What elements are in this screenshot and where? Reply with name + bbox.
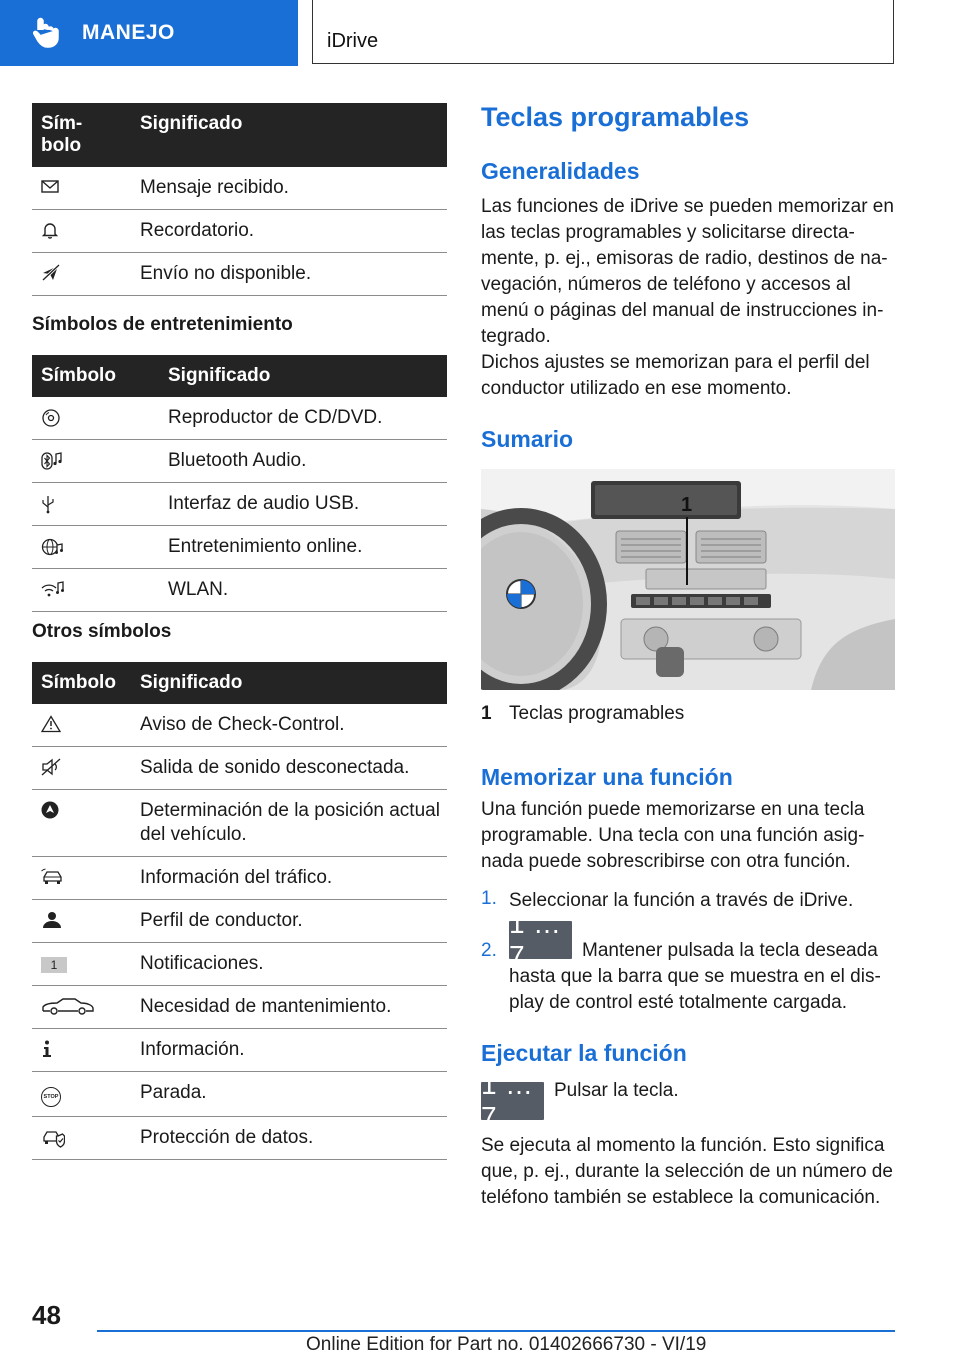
row-meaning: Entretenimiento online. xyxy=(159,526,447,569)
row-meaning: Notificaciones. xyxy=(131,943,447,986)
other-symbol-table xyxy=(32,662,447,1160)
row-meaning: Información. xyxy=(131,1029,447,1072)
table-row xyxy=(32,1029,447,1072)
table-row xyxy=(32,1072,447,1117)
send-disabled-icon xyxy=(41,264,61,282)
ejecutar-key-text: Pulsar la tecla. xyxy=(554,1080,679,1101)
row-meaning: Aviso de Check-Control. xyxy=(131,704,447,747)
table-row xyxy=(32,210,447,253)
row-meaning: Mensaje recibido. xyxy=(131,167,447,210)
row-meaning: Envío no disponible. xyxy=(131,253,447,296)
row-meaning: Bluetooth Audio. xyxy=(159,440,447,483)
table-row xyxy=(32,569,447,612)
col-symbol-header xyxy=(32,103,131,167)
col-meaning-header: Significado xyxy=(131,662,447,704)
col-symbol-text: Sím- bolo xyxy=(41,113,83,156)
entertainment-symbol-table xyxy=(32,355,447,612)
table-row xyxy=(32,790,447,857)
envelope-icon xyxy=(41,178,59,194)
step-text: Mantener pulsada la tecla deseada hasta que la barra que se muestra en el dis-play de control esté totalmente cargada. xyxy=(509,940,881,1013)
online-entertainment-icon xyxy=(41,537,63,557)
section-tab[interactable] xyxy=(0,0,298,66)
table-row xyxy=(32,857,447,900)
table-row xyxy=(32,943,447,986)
col-meaning-header: Significado xyxy=(159,355,447,397)
col-symbol-header: Símbolo xyxy=(32,662,131,704)
chapter-title: iDrive xyxy=(327,30,379,52)
step-text: Seleccionar la función a través de iDrive. xyxy=(509,890,854,911)
generalidades-heading: Generalidades xyxy=(481,158,640,184)
usb-icon xyxy=(41,494,55,514)
page-number: 48 xyxy=(32,1300,61,1330)
generalidades-paragraph-2: Dichos ajustes se memorizan para el perfil del conductor utilizado en ese momento. xyxy=(481,352,870,399)
step-number: 2. xyxy=(481,940,497,961)
table-row xyxy=(32,253,447,296)
ejecutar-paragraph: Se ejecuta al momento la función. Esto significa que, p. ej., durante la selección de un número de teléfono también se establece la comunicación. xyxy=(481,1135,893,1208)
table-row xyxy=(32,1117,447,1160)
generalidades-paragraph: Las funciones de iDrive se pueden memorizar en las teclas programables y solicitarse directa-mente, p. ej., emisoras de radio, destinos de na-vegación, números de teléfono y accesos al menú o páginas del manual de instrucciones in-tegrado. xyxy=(481,196,894,347)
position-arrow-icon xyxy=(41,801,59,819)
car-service-icon xyxy=(41,997,95,1015)
table-row xyxy=(32,986,447,1029)
messages-symbol-table xyxy=(32,103,447,296)
row-meaning: Protección de datos. xyxy=(131,1117,447,1160)
stop-icon xyxy=(41,1087,61,1107)
table-row xyxy=(32,704,447,747)
row-meaning: WLAN. xyxy=(159,569,447,612)
row-meaning: Necesidad de mantenimiento. xyxy=(131,986,447,1029)
table-row xyxy=(32,167,447,210)
cd-dvd-icon xyxy=(41,408,61,428)
footer-edition: Online Edition for Part no. 01402666730 - VI/19 xyxy=(306,1334,707,1355)
row-meaning: Reproductor de CD/DVD. xyxy=(159,397,447,440)
notification-badge-text: 1 xyxy=(50,958,58,972)
table-row xyxy=(32,397,447,440)
legend-text: Teclas programables xyxy=(509,703,685,724)
table-row xyxy=(32,900,447,943)
driver-profile-icon xyxy=(41,911,63,929)
footer-rule xyxy=(97,1330,895,1332)
table-row xyxy=(32,747,447,790)
wlan-icon xyxy=(41,580,65,600)
col-meaning-header: Significado xyxy=(131,103,447,167)
row-meaning: Interfaz de audio USB. xyxy=(159,483,447,526)
notification-badge-icon xyxy=(41,957,67,973)
table-row xyxy=(32,483,447,526)
info-icon xyxy=(41,1040,53,1058)
memorizar-heading: Memorizar una función xyxy=(481,764,733,790)
table-row xyxy=(32,526,447,569)
memorizar-paragraph: Una función puede memorizarse en una tecla programable. Una tecla con una función asig-nada puede sobrescribirse con otra función. xyxy=(481,799,865,872)
programmable-key-icon: 1 ... 7 xyxy=(509,921,572,959)
image-callout-number: 1 xyxy=(681,494,693,516)
stop-icon-text: STOP xyxy=(43,1094,59,1100)
section-label: MANEJO xyxy=(82,21,175,44)
table-row xyxy=(32,440,447,483)
row-meaning: Determinación de la posición actual del vehículo. xyxy=(131,790,447,857)
row-meaning: Salida de sonido desconectada. xyxy=(131,747,447,790)
other-section-title: Otros símbolos xyxy=(32,621,172,642)
speaker-muted-icon xyxy=(41,758,61,776)
entertainment-section-title: Símbolos de entretenimiento xyxy=(32,314,293,335)
bell-icon xyxy=(41,221,59,239)
sumario-heading: Sumario xyxy=(481,426,574,452)
ejecutar-heading: Ejecutar la función xyxy=(481,1040,687,1066)
col-symbol-header: Símbolo xyxy=(32,355,159,397)
bluetooth-audio-icon xyxy=(41,451,63,471)
legend-number: 1 xyxy=(481,703,492,724)
chapter-box xyxy=(312,0,894,64)
row-meaning: Parada. xyxy=(131,1072,447,1117)
hand-pointer-icon xyxy=(30,16,64,50)
row-meaning: Información del tráfico. xyxy=(131,857,447,900)
programmable-key-icon: 1 ... 7 xyxy=(481,1082,544,1120)
traffic-car-icon xyxy=(41,868,65,886)
step-number: 1. xyxy=(481,888,497,909)
data-protection-icon xyxy=(41,1128,65,1148)
warning-triangle-icon xyxy=(41,715,61,733)
row-meaning: Perfil de conductor. xyxy=(131,900,447,943)
row-meaning: Recordatorio. xyxy=(131,210,447,253)
page-title: Teclas programables xyxy=(481,102,750,132)
